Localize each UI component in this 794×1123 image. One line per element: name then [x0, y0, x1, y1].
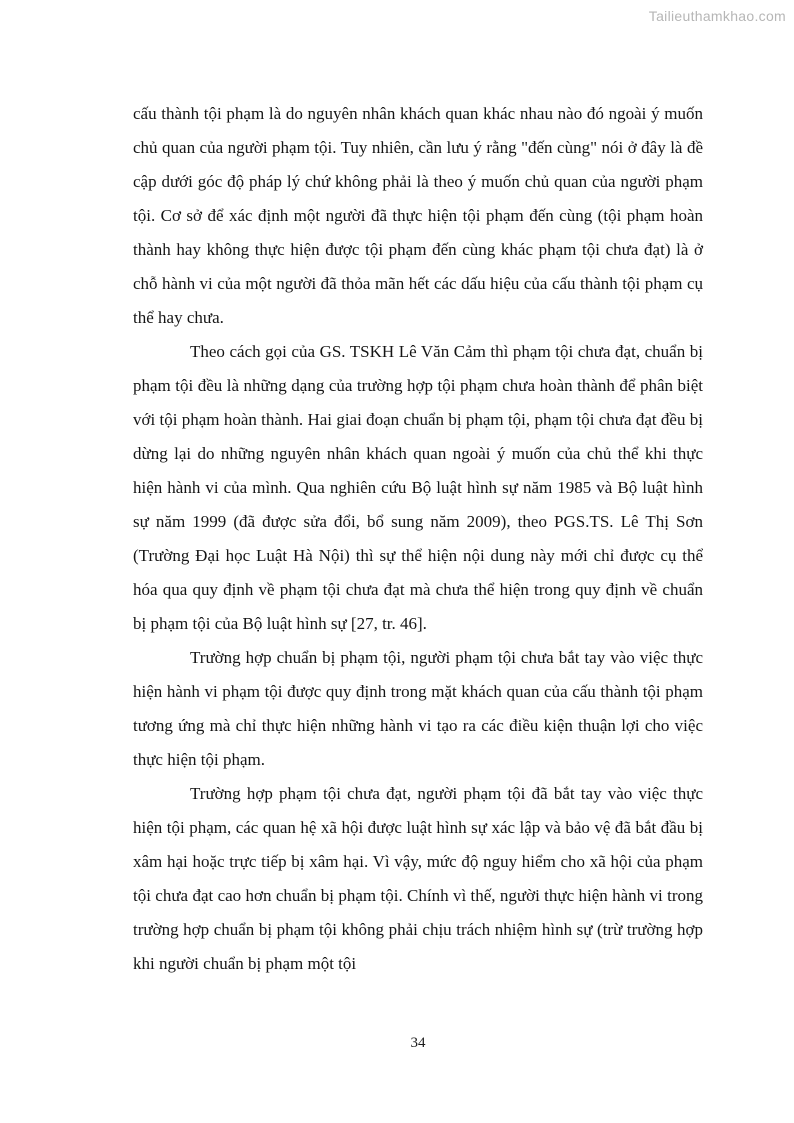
paragraph-4: Trường hợp phạm tội chưa đạt, người phạm tội đã bắt tay vào việc thực hiện tội phạm, các quan hệ xã hội được luật hình sự xác lập và bảo vệ đã bắt đầu bị xâm hại hoặc trực tiếp bị xâm hại. Vì vậy, mức độ nguy hiểm cho xã hội của phạm tội chưa đạt cao hơn chuẩn bị phạm tội. Chính vì thế, người thực hiện hành vi trong trường hợp chuẩn bị phạm tội không phải chịu trách nhiệm hình sự (trừ trường hợp khi người chuẩn bị phạm một tội [133, 784, 703, 973]
page-body [133, 97, 703, 981]
paragraph-2: Theo cách gọi của GS. TSKH Lê Văn Cảm thì phạm tội chưa đạt, chuẩn bị phạm tội đều là những dạng của trường hợp tội phạm chưa hoàn thành để phân biệt với tội phạm hoàn thành. Hai giai đoạn chuẩn bị phạm tội, phạm tội chưa đạt đều bị dừng lại do những nguyên nhân khách quan ngoài ý muốn của chủ thể khi thực hiện hành vi của mình. Qua nghiên cứu Bộ luật hình sự năm 1985 và Bộ luật hình sự năm 1999 (đã được sửa đổi, bổ sung năm 2009), theo PGS.TS. Lê Thị Sơn (Trường Đại học Luật Hà Nội) thì sự thể hiện nội dung này mới chỉ được cụ thể hóa qua quy định về phạm tội chưa đạt mà chưa thể hiện trong quy định về chuẩn bị phạm tội của Bộ luật hình sự [27, tr. 46]. [133, 342, 703, 633]
watermark-text: Tailieuthamkhao.com [648, 8, 786, 24]
paragraph-1: cấu thành tội phạm là do nguyên nhân khách quan khác nhau nào đó ngoài ý muốn chủ quan của người phạm tội. Tuy nhiên, cần lưu ý rằng "đến cùng" nói ở đây là đề cập dưới góc độ pháp lý chứ không phải là theo ý muốn chủ quan của người phạm tội. Cơ sở để xác định một người đã thực hiện tội phạm đến cùng (tội phạm hoàn thành hay không thực hiện được tội phạm đến cùng khác phạm tội chưa đạt) là ở chỗ hành vi của một người đã thỏa mãn hết các dấu hiệu của cấu thành tội phạm cụ thể hay chưa. [133, 104, 703, 327]
page-number: 34 [410, 1035, 426, 1051]
paragraph-3: Trường hợp chuẩn bị phạm tội, người phạm tội chưa bắt tay vào việc thực hiện hành vi phạm tội được quy định trong mặt khách quan của cấu thành tội phạm tương ứng mà chỉ thực hiện những hành vi tạo ra các điều kiện thuận lợi cho việc thực hiện tội phạm. [133, 648, 703, 769]
